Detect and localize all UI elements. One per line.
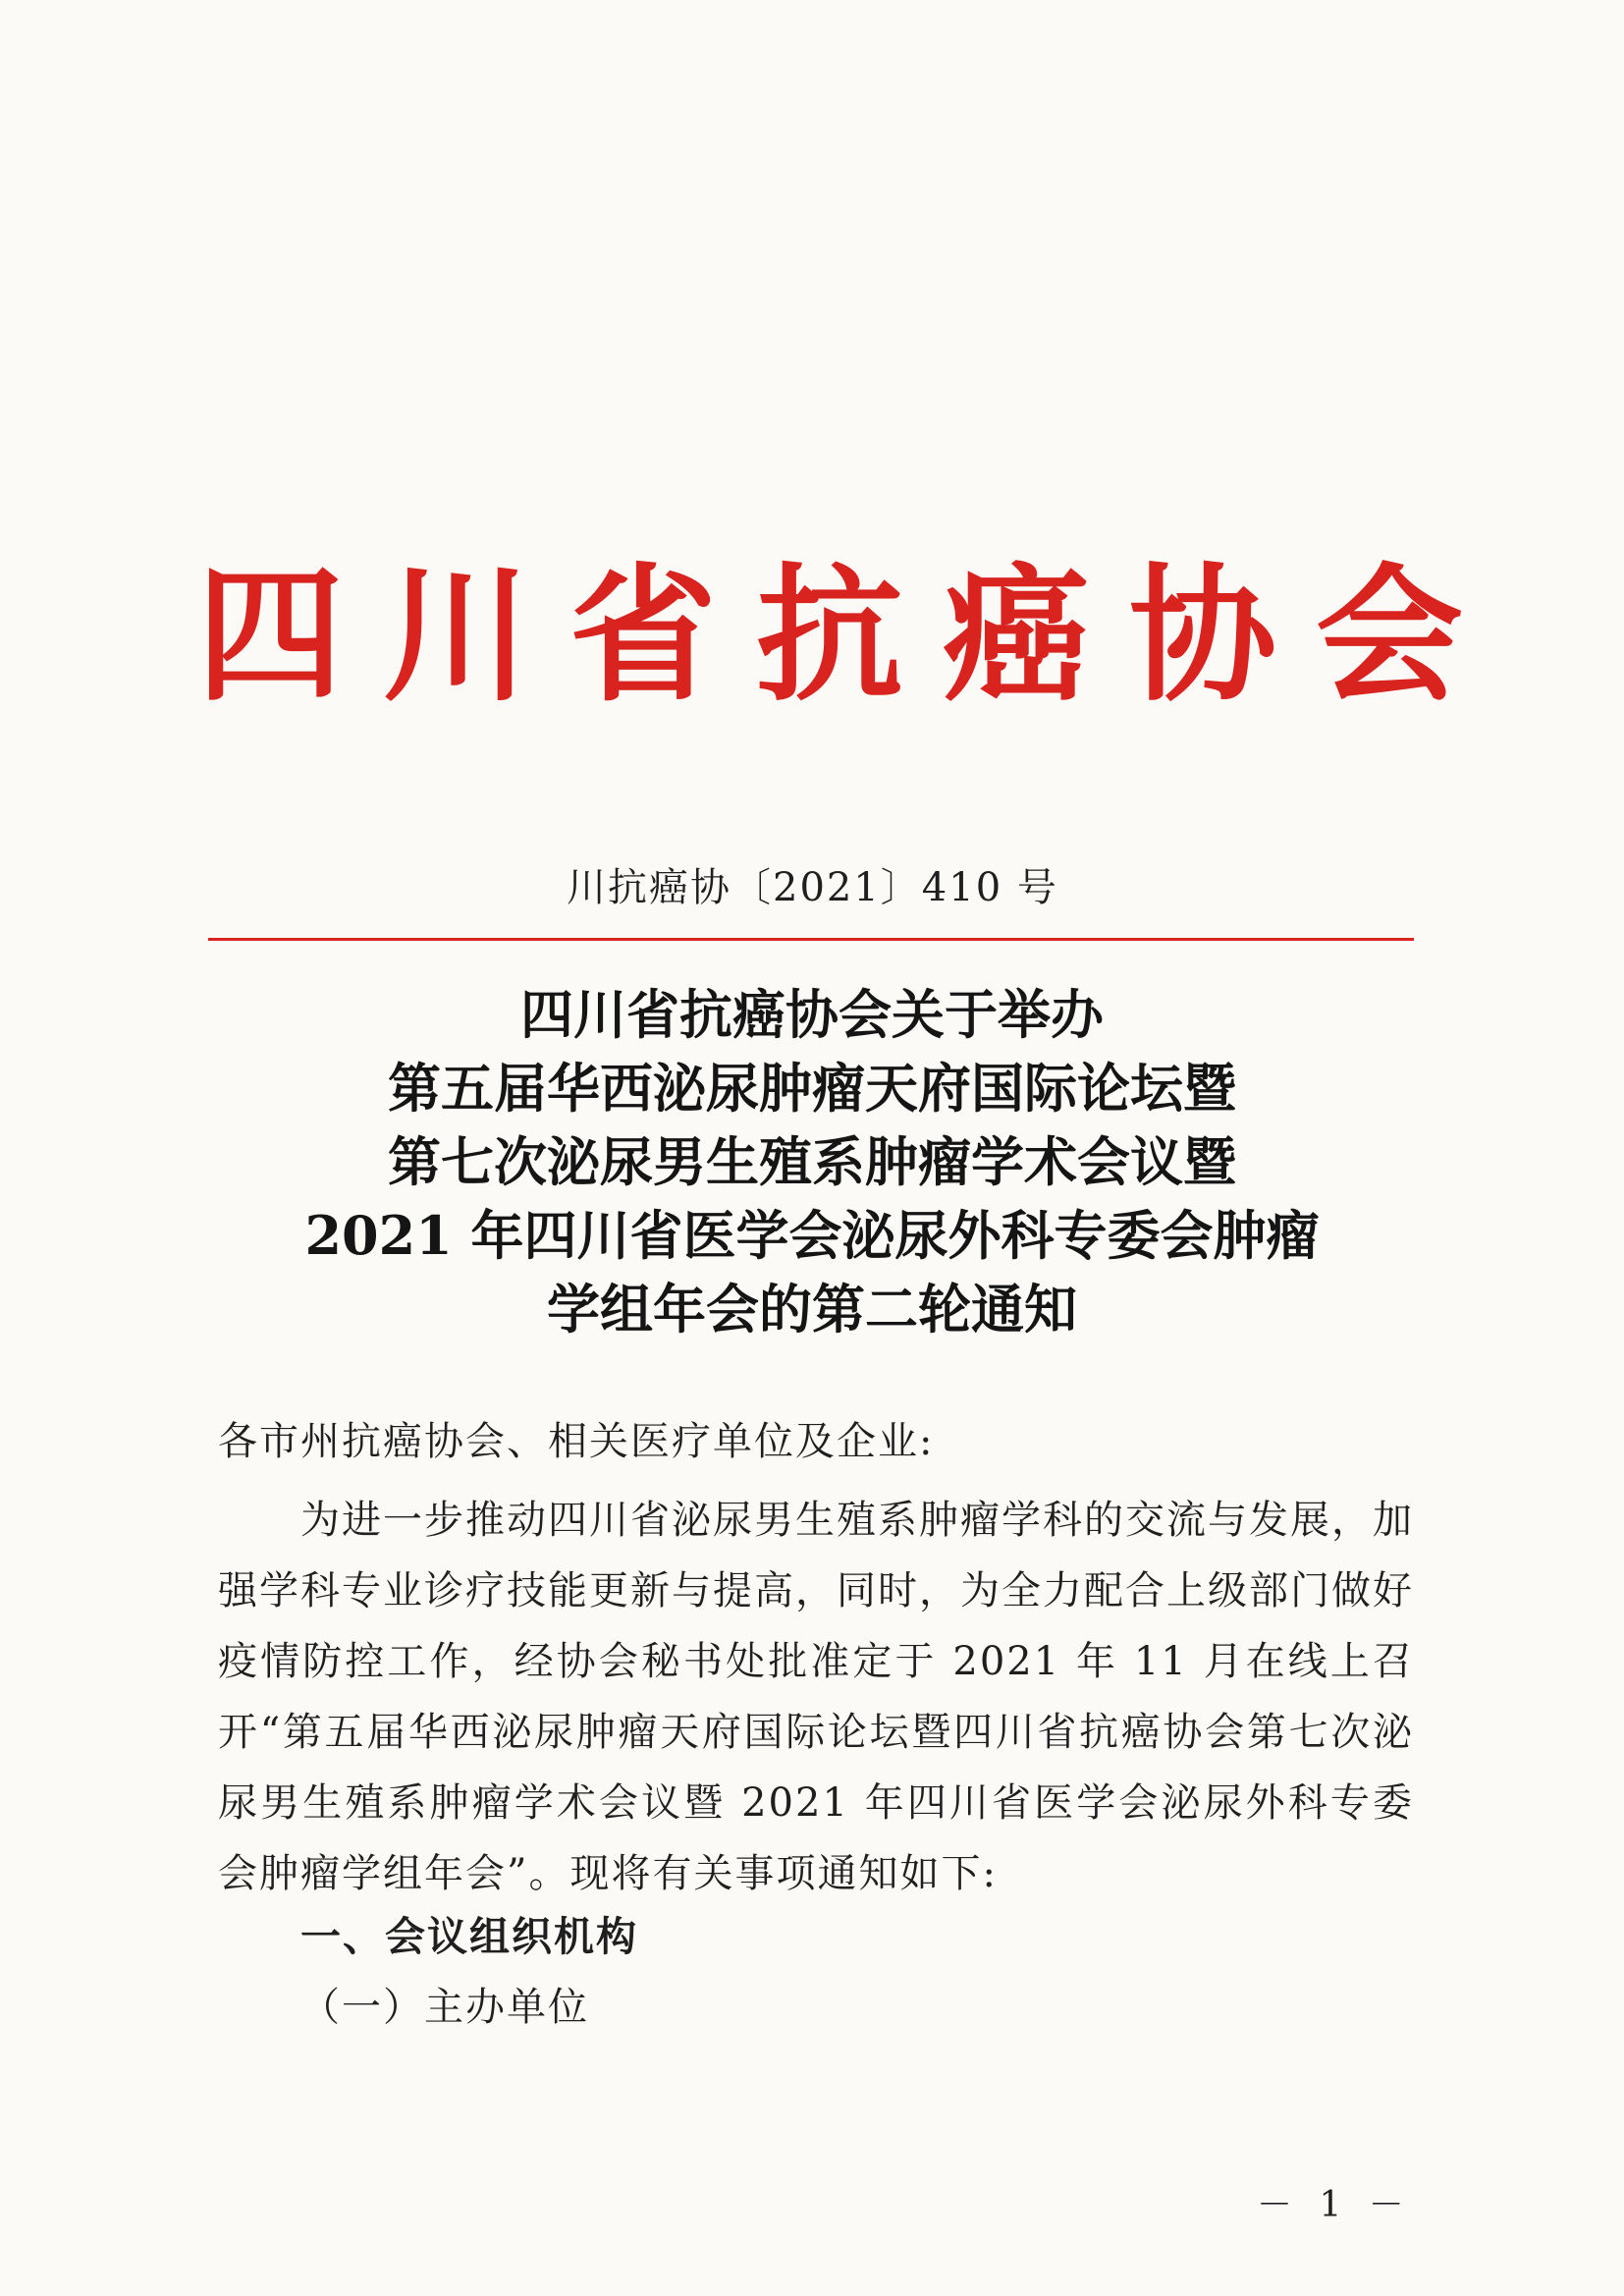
notice-title	[196, 978, 1428, 1346]
title-line: 第五届华西泌尿肿瘤天府国际论坛暨	[388, 1057, 1236, 1120]
organization-letterhead: 四川省抗癌协会	[196, 549, 1503, 722]
title-line: 2021 年四川省医学会泌尿外科专委会肿瘤	[304, 1204, 1320, 1267]
body-paragraph: 为进一步推动四川省泌尿男生殖系肿瘤学科的交流与发展，加强学科专业诊疗技能更新与提高，同时，为全力配合上级部门做好疫情防控工作，经协会秘书处批准定于 2021 年 11 月在线上召开“第五届华西泌尿肿瘤天府国际论坛暨四川省抗癌协会第七次泌尿男生殖系肿瘤学术会议暨 2021 年四川省医学会泌尿外科专委会肿瘤学组年会”。现将有关事项通知如下:	[218, 1498, 1414, 1896]
salutation: 各市州抗癌协会、相关医疗单位及企业:	[218, 1419, 935, 1464]
section-heading: 一、会议组织机构	[300, 1913, 638, 1960]
page-number: － 1 －	[1257, 2185, 1412, 2225]
title-line: 第七次泌尿男生殖系肿瘤学术会议暨	[388, 1130, 1236, 1193]
title-line: 四川省抗癌协会关于举办	[520, 983, 1104, 1046]
red-divider-line	[208, 938, 1414, 941]
title-line: 学组年会的第二轮通知	[547, 1278, 1077, 1340]
sub-heading: （一）主办单位	[300, 1985, 589, 2030]
document-number: 川抗癌协〔2021〕410 号	[567, 865, 1058, 910]
